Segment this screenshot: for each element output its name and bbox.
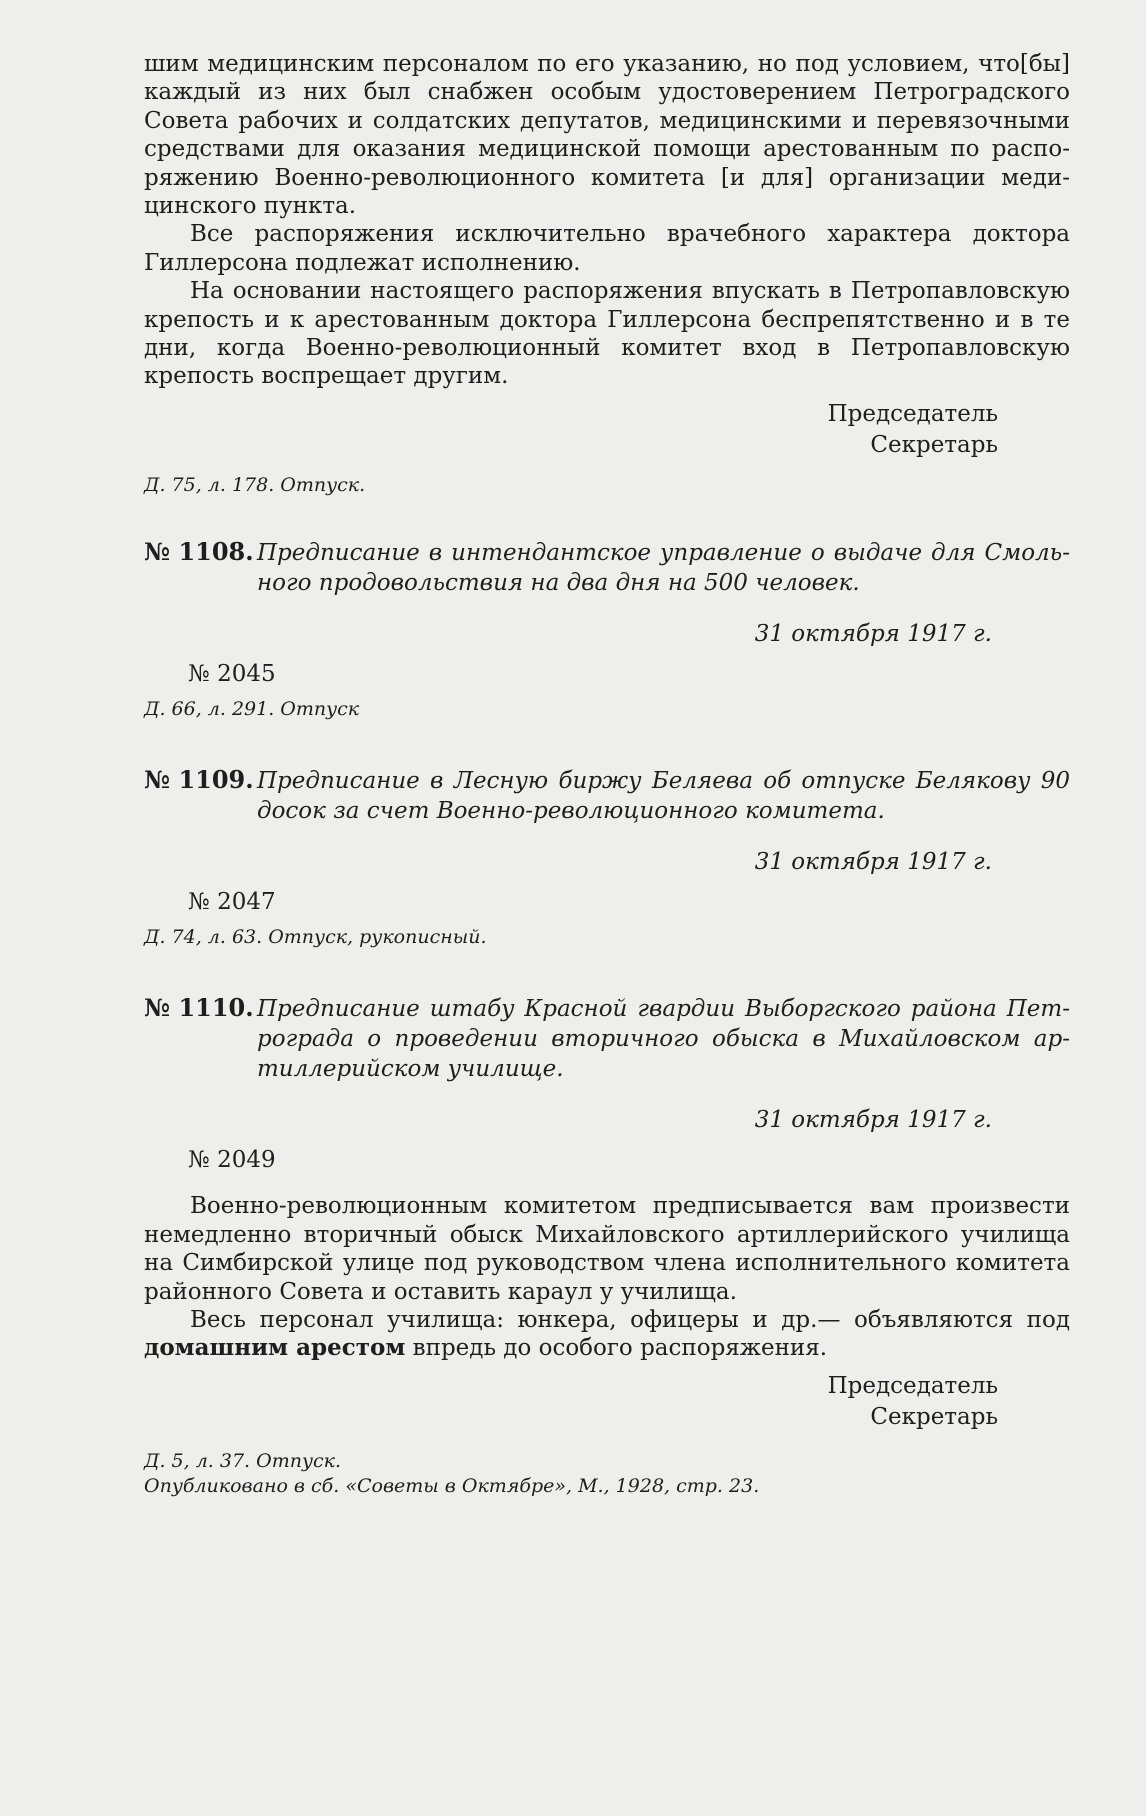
document-title: Предписание в интендантское управление о выдаче для Смольного продовольствия на два дня на 500 человек. xyxy=(257,539,1070,596)
outgoing-number: № 2047 xyxy=(188,889,276,916)
document-1109 xyxy=(144,766,1070,950)
source-reference: Д. 74, л. 63. Отпуск, рукописный. xyxy=(144,925,487,948)
source-reference: Д. 75, л. 178. Отпуск. xyxy=(144,473,366,496)
document-heading xyxy=(144,994,1070,1084)
signature-block xyxy=(144,399,1070,461)
document-heading xyxy=(144,538,1070,598)
document-date: 31 октября 1917 г. xyxy=(754,1106,992,1133)
signature-block xyxy=(144,1371,1070,1433)
document-number: № 1110. xyxy=(144,992,254,1022)
source-reference: Д. 66, л. 291. Отпуск xyxy=(144,697,360,720)
source-reference: Д. 5, л. 37. Отпуск. xyxy=(144,1449,342,1472)
document-continuation xyxy=(144,50,1070,498)
signature-secretary: Секретарь xyxy=(870,431,998,458)
paragraph-text: Весь персонал училища: юнкера, офицеры и др.— объявляются под xyxy=(190,1306,1070,1333)
outgoing-number: № 2045 xyxy=(188,661,276,688)
paragraph: Все распоряжения исключительно врачебного характера доктора Гиллерсона подлежат исполнению. xyxy=(144,221,1070,276)
document-number: № 1108. xyxy=(144,536,254,566)
document-title: Предписание в Лесную биржу Беляева об отпуске Белякову 90 досок за счет Военно-революционного комитета. xyxy=(257,767,1070,824)
paragraph-text: впредь до особого распоряжения. xyxy=(405,1335,828,1362)
bold-phrase: домашним арестом xyxy=(144,1334,406,1362)
signature-secretary: Секретарь xyxy=(870,1403,998,1430)
document-number: № 1109. xyxy=(144,764,254,794)
document-title: Предписание штабу Красной гвардии Выборгского района Петрограда о проведении вторичного обыска в Михайловском артиллерийском училище. xyxy=(257,995,1070,1082)
document-1110 xyxy=(144,994,1070,1499)
document-date: 31 октября 1917 г. xyxy=(754,848,992,875)
paragraph: Военно-революционным комитетом предписывается вам произвести немедленно вторичный обыск Михайловского артиллерийского училища на Симбирской улице под руководством члена исполнительного комитета районного Совета и оставить караул у училища. xyxy=(144,1193,1070,1305)
document-date: 31 октября 1917 г. xyxy=(754,620,992,647)
paragraph: На основании настоящего распоряжения впускать в Петропавловскую крепость и к арестованным доктора Гиллерсона беспрепятственно и в те дни, когда Военно-революционный комитет вход в Петропавловскую крепость воспрещает другим. xyxy=(144,278,1070,390)
outgoing-number: № 2049 xyxy=(188,1146,276,1173)
document-heading xyxy=(144,766,1070,826)
document-1108 xyxy=(144,538,1070,722)
signature-chairman: Председатель xyxy=(827,1372,998,1399)
paragraph: шим медицинским персоналом по его указанию, но под условием, что[бы] каждый из них был снабжен особым удостоверением Петроградского Совета рабочих и солдатских депутатов, медицинскими и перевязочными средствами для оказания медицинской помощи арестованным по распоряжению Военно-революционного комитета [и для] организации медицинского пункта. xyxy=(144,51,1070,220)
paragraph xyxy=(144,1306,1070,1363)
publication-reference: Опубликовано в сб. «Советы в Октябре», М., 1928, стр. 23. xyxy=(144,1474,760,1497)
signature-chairman: Председатель xyxy=(827,400,998,427)
